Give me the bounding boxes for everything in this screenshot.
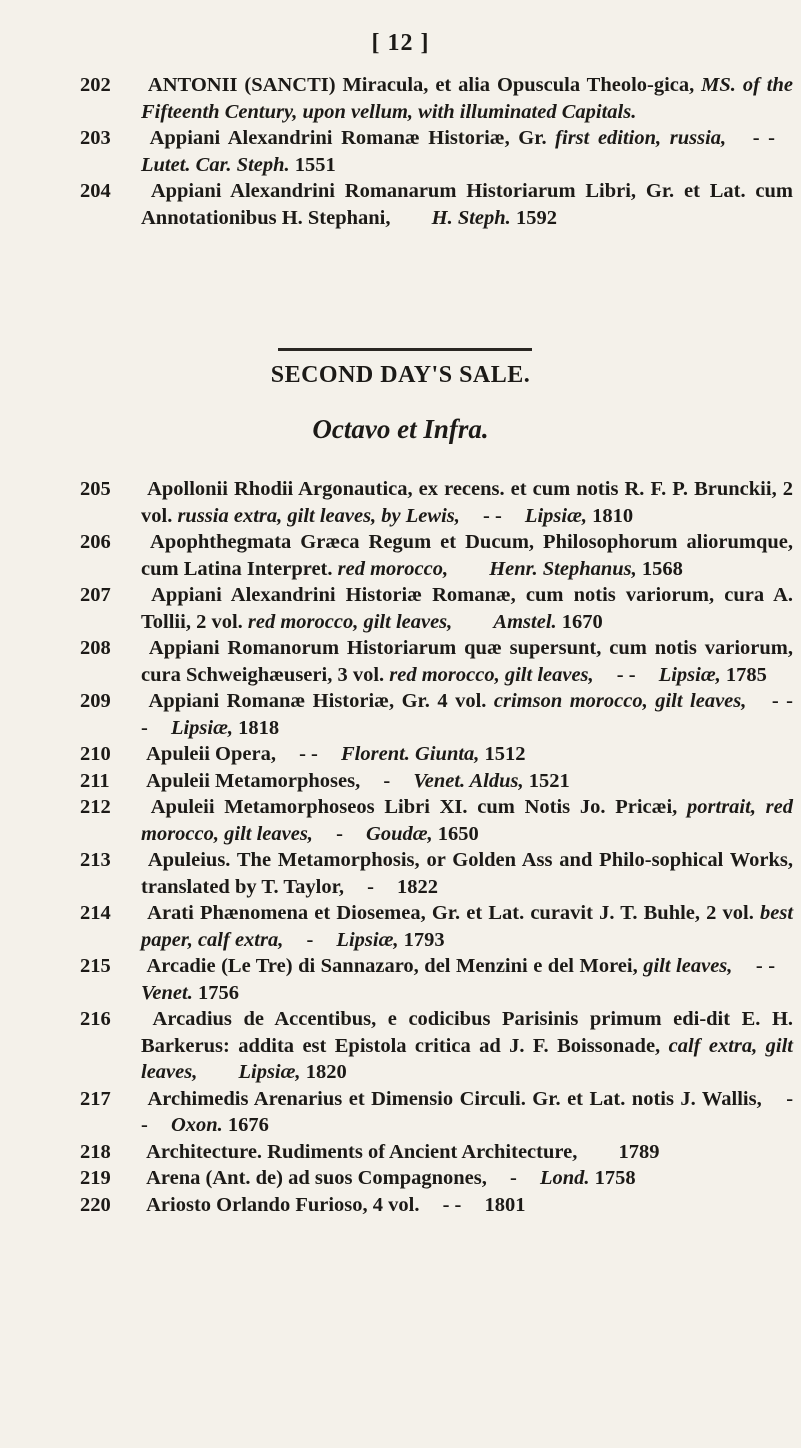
entry-imprint: Lond. bbox=[539, 1167, 590, 1189]
entry-separator: - bbox=[306, 928, 314, 951]
lot-number: 212 bbox=[80, 796, 111, 818]
lot-number: 210 bbox=[80, 743, 111, 765]
entry-separator: - bbox=[336, 822, 343, 845]
entry-binding: red morocco, gilt leaves, bbox=[389, 663, 594, 686]
section-title: SECOND DAY'S SALE. bbox=[270, 362, 531, 388]
entry-title: Apuleius. The Metamorphosis, or Golden Ass and Philo-sophical Works, translated by T. Taylor, bbox=[141, 849, 794, 898]
entry-imprint: Lipsiæ, bbox=[658, 663, 721, 686]
catalogue-entry bbox=[80, 768, 793, 795]
entry-title: Archimedis Arenarius et Dimensio Circuli. Gr. et Lat. notis J. Wallis, bbox=[147, 1087, 762, 1110]
entry-year: 1785 bbox=[725, 663, 767, 686]
entry-title: ANTONII (SANCTI) Miracula, et alia Opuscula Theolo-gica, bbox=[147, 74, 695, 96]
entry-year: 1676 bbox=[227, 1114, 269, 1136]
entry-imprint: Goudæ, bbox=[366, 822, 433, 845]
entry-separator: - - bbox=[299, 743, 318, 765]
lot-number: 213 bbox=[80, 849, 111, 871]
entry-separator: - - bbox=[483, 504, 502, 527]
top-entries bbox=[0, 72, 801, 231]
lot-number: 208 bbox=[80, 637, 111, 659]
entry-separator bbox=[636, 101, 672, 123]
entry-imprint: Lipsiæ, bbox=[170, 716, 234, 739]
entry-year: 1810 bbox=[592, 504, 634, 527]
entry-imprint: Venet. bbox=[141, 981, 193, 1004]
lot-number: 215 bbox=[80, 955, 111, 977]
entry-imprint: Lipsiæ, bbox=[238, 1061, 301, 1083]
entry-year: 1670 bbox=[561, 610, 603, 633]
entry-year: 1789 bbox=[618, 1140, 660, 1163]
entry-year: 1592 bbox=[515, 206, 557, 229]
entry-year: 1521 bbox=[528, 769, 570, 792]
entry-separator bbox=[396, 207, 432, 229]
catalogue-entry bbox=[80, 688, 793, 741]
entry-title: Apuleii Metamorphoses, bbox=[146, 769, 361, 792]
entry-title: Arena (Ant. de) ad suos Compagnones, bbox=[146, 1167, 487, 1189]
catalogue-entry bbox=[80, 1086, 793, 1139]
catalogue-entry bbox=[80, 953, 793, 1006]
catalogue-entry bbox=[80, 178, 793, 231]
catalogue-entry bbox=[80, 125, 793, 178]
entry-separator bbox=[453, 558, 489, 580]
entry-separator bbox=[202, 1061, 238, 1083]
entry-title: Apuleii Metamorphoseos Libri XI. cum Notis Jo. Pricæi, bbox=[150, 796, 678, 818]
entry-year: 1512 bbox=[484, 743, 526, 765]
entry-year: 1820 bbox=[305, 1061, 347, 1083]
catalogue-entry bbox=[80, 1165, 793, 1192]
section-subtitle: Octavo et Infra. bbox=[312, 414, 489, 444]
lot-number: 204 bbox=[80, 180, 111, 202]
entry-imprint: Oxon. bbox=[170, 1114, 223, 1136]
entry-title: Ariosto Orlando Furioso, 4 vol. bbox=[146, 1193, 420, 1216]
entry-separator: - bbox=[510, 1167, 517, 1189]
lot-number: 218 bbox=[80, 1140, 111, 1163]
entry-separator: - - bbox=[141, 1087, 794, 1136]
entry-binding: red morocco, gilt leaves, bbox=[247, 610, 453, 633]
entry-title: Appiani Alexandrini Romanarum Historiarum Libri, Gr. et Lat. cum Annotationibus H. Stephani, bbox=[141, 180, 794, 229]
entry-title: Apuleii Opera, bbox=[146, 743, 276, 765]
entry-separator: - - - bbox=[141, 690, 794, 739]
lot-number: 214 bbox=[80, 902, 111, 924]
entry-imprint: Lipsiæ, bbox=[336, 928, 399, 951]
catalogue-entry bbox=[80, 1006, 793, 1086]
catalogue-entry bbox=[80, 582, 793, 635]
entry-separator: - bbox=[367, 875, 374, 898]
catalogue-entry bbox=[80, 847, 793, 900]
entry-year: 1650 bbox=[437, 822, 479, 845]
lot-number: 203 bbox=[80, 127, 111, 149]
entry-separator: - - bbox=[755, 955, 776, 977]
entry-imprint: Henr. Stephanus, bbox=[489, 557, 637, 580]
catalogue-entry bbox=[80, 1192, 793, 1219]
entry-separator: - bbox=[383, 769, 391, 792]
page-number: [ 12 ] bbox=[371, 30, 430, 56]
section-divider bbox=[278, 348, 532, 351]
lot-number: 216 bbox=[80, 1008, 111, 1030]
entry-title: Appiani Romanorum Historiarum quæ supersunt, cum notis variorum, cura Schweighæuseri, 3 vol. bbox=[141, 637, 793, 686]
entry-separator bbox=[582, 1141, 618, 1163]
entry-binding: best paper, calf extra, bbox=[141, 902, 794, 951]
entry-binding: crimson morocco, gilt leaves, bbox=[493, 690, 747, 712]
bottom-entries bbox=[0, 476, 801, 1218]
entry-imprint: Amstel. bbox=[493, 610, 557, 633]
entry-title: Appiani Alexandrini Romanæ Historiæ, Gr. bbox=[149, 127, 547, 149]
catalogue-entry bbox=[80, 476, 793, 529]
catalogue-entry bbox=[80, 741, 793, 768]
entry-title: Appiani Alexandrini Historiæ Romanæ, cum notis variorum, cura A. Tollii, 2 vol. bbox=[141, 584, 794, 633]
entry-title: Arati Phænomena et Diosemea, Gr. et Lat. curavit J. T. Buhle, 2 vol. bbox=[147, 902, 754, 924]
catalogue-entry bbox=[80, 635, 793, 688]
entry-separator: - - bbox=[442, 1193, 462, 1216]
catalogue-entry bbox=[80, 900, 793, 953]
entry-title: Arcadie (Le Tre) di Sannazaro, del Menzini e del Morei, bbox=[146, 955, 638, 977]
entry-year: 1568 bbox=[641, 557, 683, 580]
entry-separator: - - bbox=[616, 663, 636, 686]
lot-number: 217 bbox=[80, 1087, 111, 1110]
entry-year: 1801 bbox=[484, 1193, 526, 1216]
entry-year: 1822 bbox=[397, 875, 439, 898]
entry-year: 1793 bbox=[403, 928, 445, 951]
entry-title: Architecture. Rudiments of Ancient Architecture, bbox=[146, 1140, 578, 1163]
entry-title: Arcadius de Accentibus, e codicibus Parisinis primum edi-dit E. H. Barkerus: addita est Epistola critica ad J. F. Boissonade, bbox=[141, 1008, 794, 1057]
entry-imprint: Lipsiæ, bbox=[524, 504, 587, 527]
entry-imprint: Florent. Giunta, bbox=[341, 743, 480, 765]
entry-binding: MS. of the Fifteenth Century, upon vellum, with illuminated Capitals. bbox=[141, 74, 794, 123]
catalogue-entry bbox=[80, 529, 793, 582]
entry-binding: russia extra, gilt leaves, by Lewis, bbox=[177, 504, 460, 527]
entry-binding: calf extra, gilt leaves, bbox=[141, 1034, 793, 1083]
entry-separator bbox=[457, 611, 493, 633]
entry-imprint: H. Steph. bbox=[431, 206, 511, 229]
entry-year: 1756 bbox=[197, 981, 239, 1004]
entry-imprint: Venet. Aldus, bbox=[413, 769, 524, 792]
entry-imprint: Lutet. Car. Steph. bbox=[141, 153, 290, 176]
entry-binding: gilt leaves, bbox=[643, 955, 733, 977]
entry-title: Apollonii Rhodii Argonautica, ex recens. et cum notis R. F. P. Brunckii, 2 vol. bbox=[141, 478, 794, 527]
entry-binding: first edition, russia, bbox=[555, 127, 727, 149]
lot-number: 206 bbox=[80, 531, 111, 553]
entry-title: Apophthegmata Græca Regum et Ducum, Philosophorum aliorumque, cum Latina Interpret. bbox=[141, 531, 793, 580]
entry-year: 1758 bbox=[594, 1167, 636, 1189]
entry-separator: - - bbox=[752, 127, 775, 149]
catalogue-entry bbox=[80, 1139, 793, 1166]
catalogue-entry bbox=[80, 794, 793, 847]
lot-number: 202 bbox=[80, 74, 111, 96]
lot-number: 211 bbox=[80, 769, 110, 792]
lot-number: 219 bbox=[80, 1167, 111, 1189]
lot-number: 209 bbox=[80, 690, 111, 712]
entry-title: Appiani Romanæ Historiæ, Gr. 4 vol. bbox=[148, 690, 487, 712]
entry-binding: red morocco, bbox=[337, 557, 449, 580]
entry-year: 1818 bbox=[238, 716, 280, 739]
lot-number: 205 bbox=[80, 478, 111, 500]
entry-binding: portrait, red morocco, gilt leaves, bbox=[141, 796, 794, 845]
catalogue-entry bbox=[80, 72, 793, 125]
entry-year: 1551 bbox=[294, 153, 336, 176]
lot-number: 220 bbox=[80, 1193, 111, 1216]
lot-number: 207 bbox=[80, 584, 111, 606]
